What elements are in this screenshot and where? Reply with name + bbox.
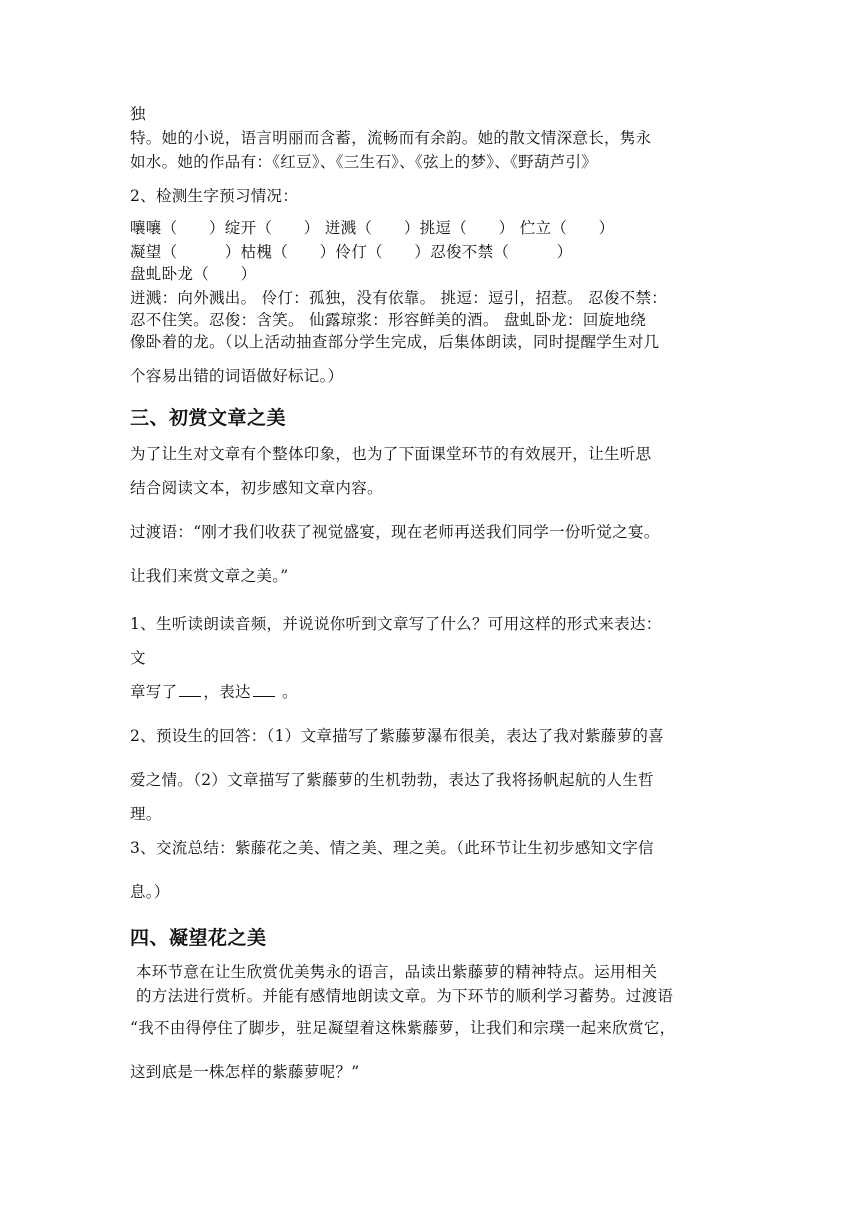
text-line: 2、检测生字预习情况：	[130, 187, 299, 205]
text-line: 为了让生对文章有个整体印象，也为了下面课堂环节的有效展开，让生听思	[130, 445, 652, 463]
text-line: 过渡语：“刚才我们收获了视觉盛宴，现在老师再送我们同学一份听觉之宴。	[130, 523, 660, 541]
text-line: “我不由得停住了脚步，驻足凝望着这株紫藤萝，让我们和宗璞一起来欣赏它，	[130, 1019, 676, 1037]
text-line: 结合阅读文本，初步感知文章内容。	[130, 479, 383, 497]
blank-underline	[179, 682, 201, 697]
text-line: 爱之情。（2）文章描写了紫藤萝的生机勃勃，表达了我将扬帆起航的人生哲	[130, 771, 654, 789]
text-line: 个容易出错的词语做好标记。）	[130, 367, 344, 385]
text-line: 迸溅：向外溅出。 伶仃：孤独，没有依靠。 挑逗：逗引，招惹。 忍俊不禁：	[130, 289, 668, 307]
fill-in-line	[130, 682, 298, 702]
text-line: 文	[130, 649, 146, 667]
text-line: 3、交流总结：紫藤花之美、情之美、理之美。（此环节让生初步感知文字信	[130, 839, 654, 857]
text-line: 1、生听读朗读音频，并说说你听到文章写了什么？可用这样的形式来表达：	[130, 615, 662, 633]
text-line: 嚷嚷（ ）绽开（ ） 迸溅（ ）挑逗（ ） 伫立（ ）	[130, 219, 615, 237]
section-heading: 三、初赏文章之美	[130, 407, 287, 429]
text-fragment: 章写了	[130, 683, 178, 701]
text-line: 2、预设生的回答：（1）文章描写了紫藤萝瀑布很美，表达了我对紫藤萝的喜	[130, 727, 664, 745]
text-line: 凝望（ ）枯槐（ ）伶仃（ ）忍俊不禁（ ）	[130, 243, 573, 261]
text-line: 的方法进行赏析。并能有感情地朗读文章。为下环节的顺利学习蓄势。过渡语	[136, 987, 674, 1005]
text-line: 像卧着的龙。（以上活动抽查部分学生完成，后集体朗读，同时提醒学生对几	[130, 333, 660, 351]
text-line: 忍不住笑。忍俊：含笑。 仙露琼浆：形容鲜美的酒。 盘虬卧龙：回旋地绕	[130, 311, 647, 329]
text-line: 盘虬卧龙（ ）	[130, 265, 257, 283]
text-line: 理。	[130, 805, 162, 823]
text-line: 特。她的小说，语言明丽而含蓄，流畅而有余韵。她的散文情深意长，隽永	[130, 129, 652, 147]
blank-underline	[253, 682, 275, 697]
text-line: 独	[130, 105, 146, 123]
section-heading: 四、凝望花之美	[130, 927, 267, 949]
text-fragment: ，表达	[203, 683, 251, 701]
text-line: 息。）	[130, 883, 170, 901]
text-line: 让我们来赏文章之美。”	[130, 567, 289, 585]
text-line: 这到底是一株怎样的紫藤萝呢？”	[130, 1063, 360, 1081]
text-line: 本环节意在让生欣赏优美隽永的语言，品读出紫藤萝的精神特点。运用相关	[136, 963, 658, 981]
text-line: 如水。她的作品有：《红豆》、《三生石》、《弦上的梦》、《野葫芦引》	[130, 153, 598, 171]
text-fragment: 。	[276, 683, 298, 701]
